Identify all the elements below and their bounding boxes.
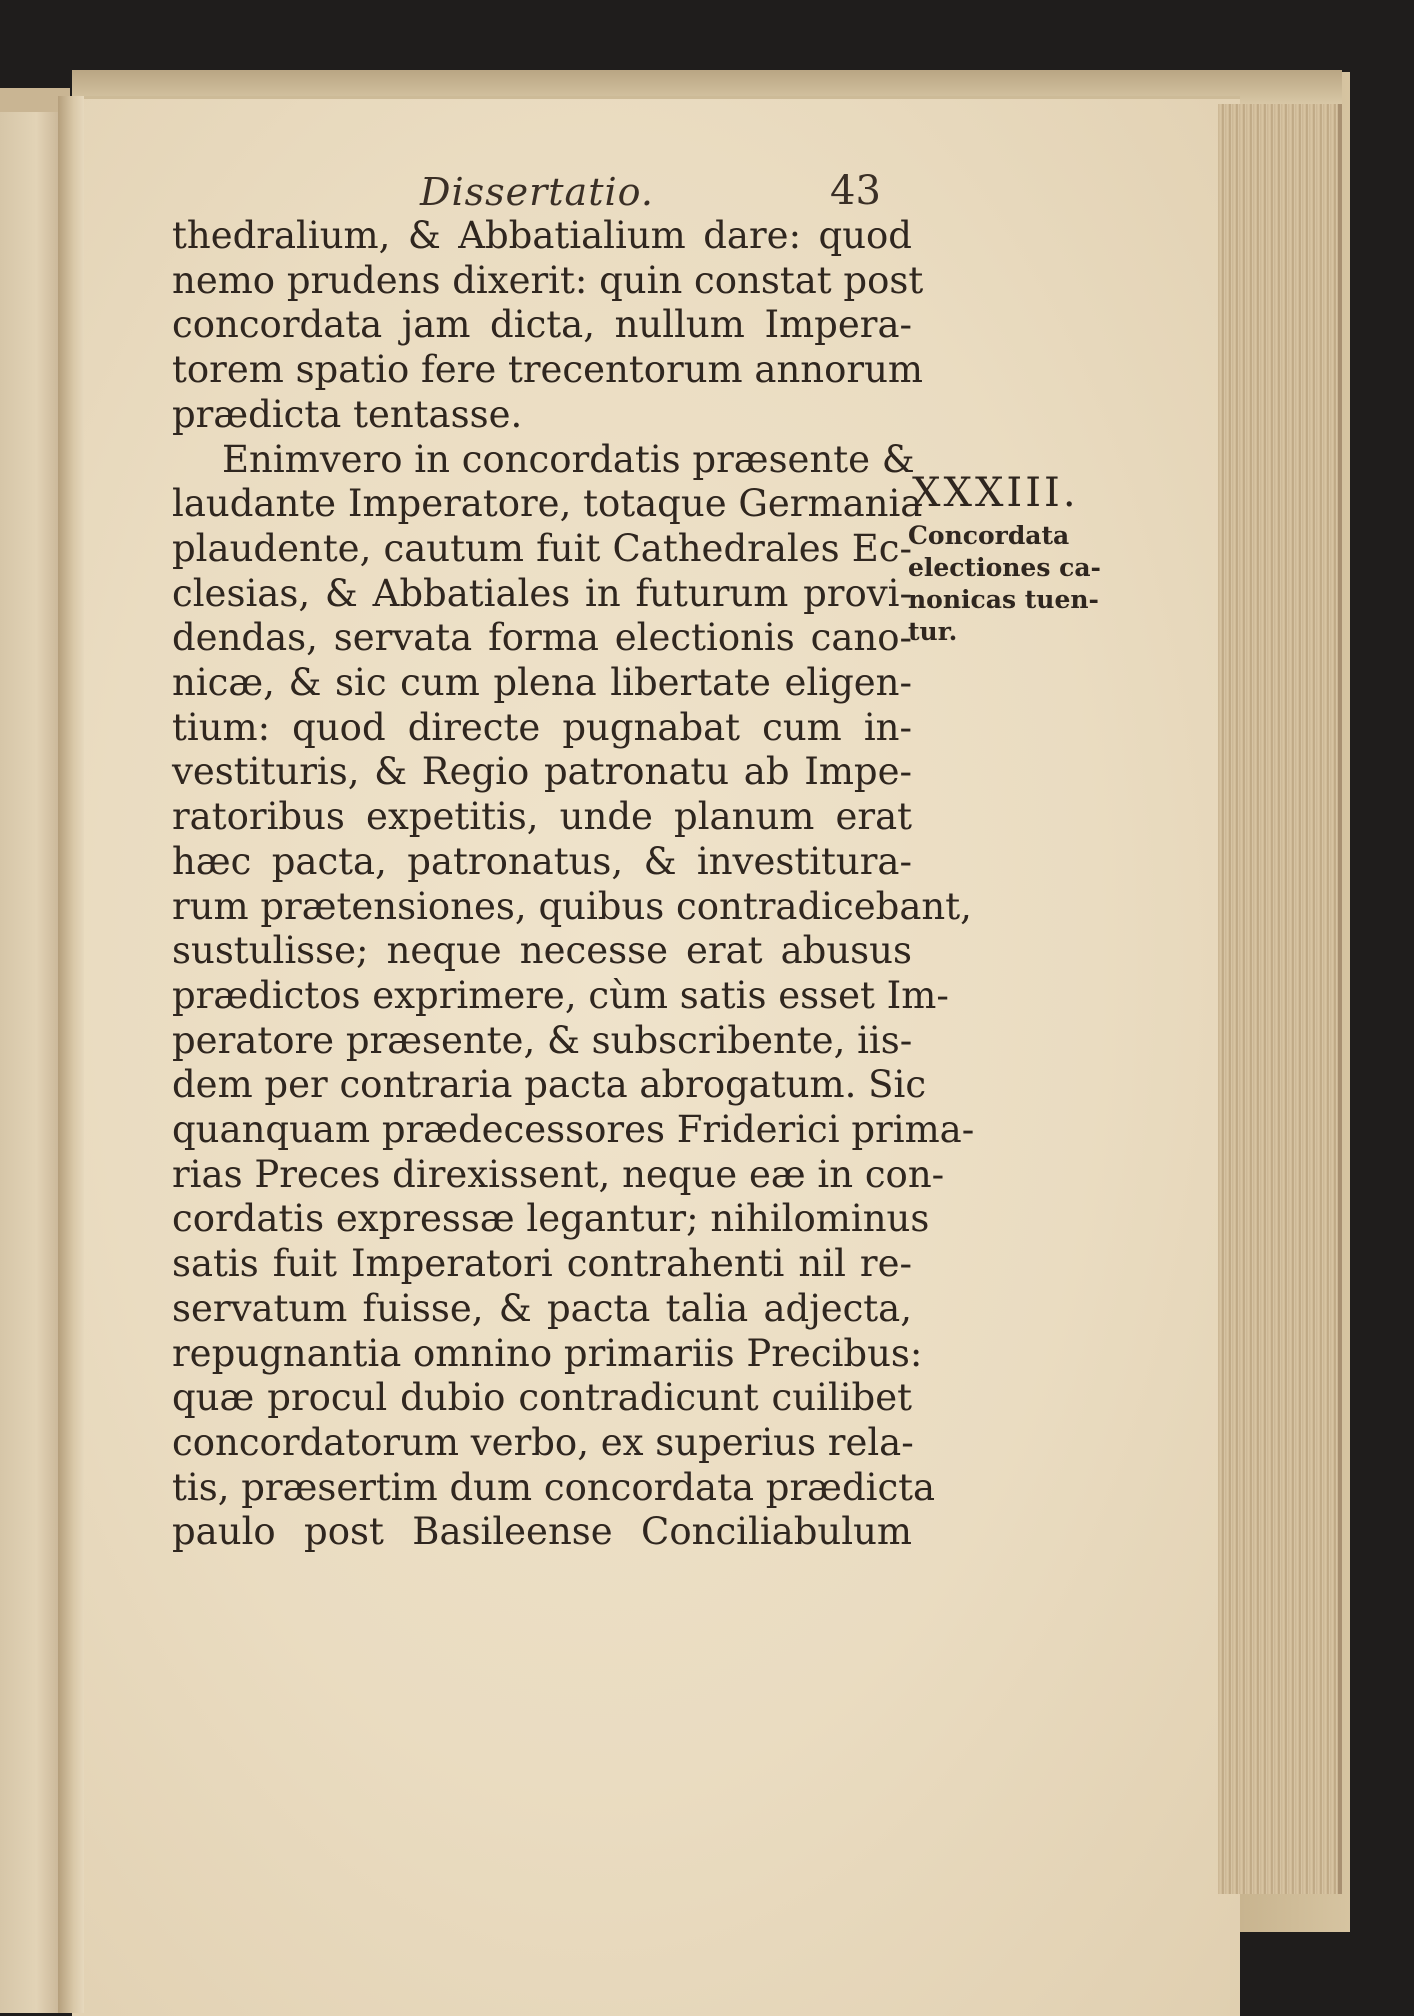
text-line: satis fuit Imperatori contrahenti nil re- xyxy=(172,1242,912,1286)
marginal-note-line: Concordata xyxy=(908,521,1070,550)
text-line: vestituris, & Regio patronatu ab Impe- xyxy=(172,750,912,794)
text-line: peratore præsente, & subscribente, iis- xyxy=(172,1018,913,1062)
text-line: laudante Imperatore, totaque Germania xyxy=(172,482,923,526)
text-line: ratoribus expetitis, unde planum erat xyxy=(172,795,912,839)
text-line: prædictos exprimere, cùm satis esset Im- xyxy=(172,973,949,1017)
text-line: dem per contraria pacta abrogatum. Sic xyxy=(172,1063,927,1107)
text-line: paulo post Basileense Conciliabulum xyxy=(172,1510,912,1554)
text-line: hæc pacta, patronatus, & investitura- xyxy=(172,839,912,883)
text-line: thedralium, & Abbatialium dare: quod xyxy=(172,214,912,257)
body-text xyxy=(172,214,975,1555)
text-line: servatum fuisse, & pacta talia adjecta, xyxy=(172,1286,912,1330)
text-line: concordatorum verbo, ex superius rela- xyxy=(172,1420,914,1464)
marginal-note xyxy=(908,520,1118,648)
text-line: sustulisse; neque necesse erat abusus xyxy=(172,929,912,973)
text-line: plaudente, cautum fuit Cathedrales Ec- xyxy=(172,526,912,570)
text-line: nicæ, & sic cum plena libertate eligen- xyxy=(172,661,912,705)
marginal-note-line: tur. xyxy=(908,617,958,646)
text-line: tis, præsertim dum concordata prædicta xyxy=(172,1465,936,1509)
text-line: prædicta tentasse. xyxy=(172,392,523,436)
text-line: tium: quod directe pugnabat cum in- xyxy=(172,705,912,749)
text-line: quanquam prædecessores Friderici prima- xyxy=(172,1108,975,1152)
running-head: Dissertatio. xyxy=(420,170,654,214)
text-line: Enimvero in concordatis præsente & xyxy=(222,437,915,481)
text-line: torem spatio fere trecentorum annorum xyxy=(172,348,923,392)
text-line: nemo prudens dixerit: quin constat post xyxy=(172,258,924,302)
marginal-note-line: nonicas tuen- xyxy=(908,585,1099,614)
text-line: clesias, & Abbatiales in futurum provi- xyxy=(172,571,912,615)
marginal-note-line: electiones ca- xyxy=(908,553,1101,582)
text-line: dendas, servata forma electionis cano- xyxy=(172,616,912,660)
text-line: quæ procul dubio contradicunt cuilibet xyxy=(172,1376,912,1420)
text-line: cordatis expressæ legantur; nihilominus xyxy=(172,1197,930,1241)
text-line: rias Preces direxissent, neque eæ in con- xyxy=(172,1152,945,1196)
section-number: XXXIII. xyxy=(912,470,1079,516)
text-line: rum prætensiones, quibus contradicebant, xyxy=(172,884,972,928)
text-line: repugnantia omnino primariis Precibus: xyxy=(172,1331,923,1375)
text-line: concordata jam dicta, nullum Impera- xyxy=(172,303,912,347)
page-number: 43 xyxy=(830,168,881,214)
